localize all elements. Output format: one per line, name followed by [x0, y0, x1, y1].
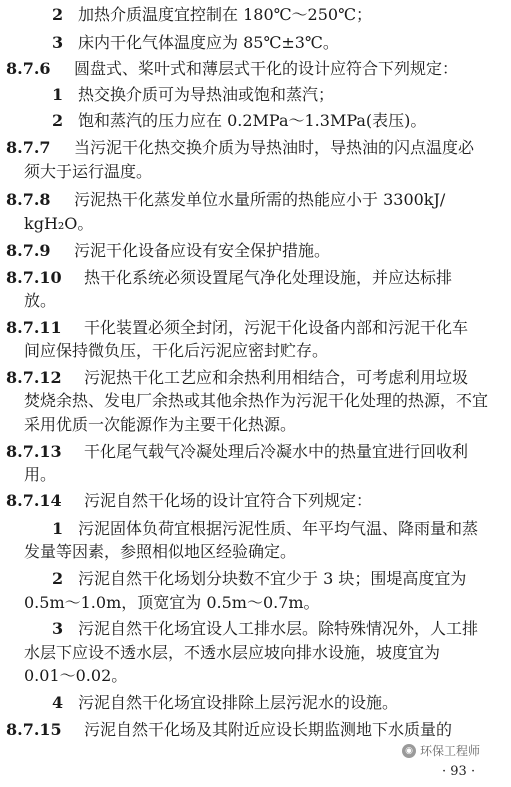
clause-text: 污泥热干化蒸发单位水量所需的热能应小于 3300kJ/	[74, 190, 446, 210]
clause-number: 8.7.14	[6, 491, 62, 511]
clause-number: 8.7.9	[6, 240, 51, 260]
clause-number: 8.7.13	[6, 441, 62, 461]
item-number: 2	[52, 111, 64, 131]
clause-text: 圆盘式、桨叶式和薄层式干化的设计应符合下列规定：	[74, 59, 459, 79]
item-text: 污泥自然干化场宜设人工排水层。除特殊情况外，人工排	[78, 619, 479, 639]
clause-text: 干化装置必须全封闭，污泥干化设备内部和污泥干化车	[84, 317, 469, 337]
item-text: 饱和蒸汽的压力应在 0.2MPa～1.3MPa(表压)。	[78, 111, 427, 131]
continuation-text: 放。	[24, 290, 57, 310]
clause-number: 8.7.8	[6, 190, 51, 210]
watermark-text: 环保工程师	[420, 744, 481, 758]
clause-text: 当污泥干化热交换介质为导热油时，导热油的闪点温度必	[74, 138, 475, 158]
wechat-icon: ◉	[402, 744, 416, 758]
clause-text: 热干化系统必须设置尾气净化处理设施，并应达标排	[84, 267, 453, 287]
clause-text: 污泥自然干化场及其附近应设长期监测地下水质量的	[84, 720, 453, 739]
continuation-text: 须大于运行温度。	[24, 161, 153, 181]
item-text: 污泥固体负荷宜根据污泥性质、年平均气温、降雨量和蒸	[78, 518, 479, 538]
continuation-text: 间应保持微负压，干化后污泥应密封贮存。	[24, 341, 329, 361]
continuation-text: 水层下应设不透水层，不透水层应坡向排水设施，坡度宜为	[24, 642, 441, 662]
clause-text: 污泥热干化工艺应和余热利用相结合，可考虑利用垃圾	[84, 368, 469, 388]
continuation-text: 0.5m～1.0m，顶宽宜为 0.5m～0.7m。	[24, 592, 320, 612]
item-number: 2	[52, 569, 64, 589]
item-number: 2	[52, 5, 64, 25]
item-text: 加热介质温度宜控制在 180℃～250℃；	[78, 5, 372, 25]
clause-number: 8.7.10	[6, 267, 62, 287]
continuation-text: kgH₂O。	[24, 213, 94, 233]
item-text: 污泥自然干化场宜设排除上层污泥水的设施。	[78, 693, 399, 713]
continuation-text: 采用优质一次能源作为主要干化热源。	[24, 414, 297, 434]
item-text: 床内干化气体温度应为 85℃±3℃。	[78, 33, 339, 53]
item-number: 1	[52, 85, 64, 105]
continuation-text: 0.01～0.02。	[24, 666, 128, 686]
item-number: 3	[52, 619, 64, 639]
item-number: 1	[52, 518, 64, 538]
item-text: 污泥自然干化场划分块数不宜少于 3 块；围堤高度宜为	[78, 569, 467, 589]
clause-text: 干化尾气载气冷凝处理后冷凝水中的热量宜进行回收利	[84, 441, 469, 461]
watermark	[402, 742, 480, 759]
clause-number: 8.7.6	[6, 59, 51, 79]
continuation-text: 发量等因素，参照相似地区经验确定。	[24, 542, 297, 562]
clause-number: 8.7.11	[6, 317, 62, 337]
continuation-text: 用。	[24, 465, 57, 485]
item-text: 热交换介质可为导热油或饱和蒸汽；	[78, 85, 335, 105]
page-number: · 93 ·	[442, 764, 476, 779]
continuation-text: 焚烧余热、发电厂余热或其他余热作为污泥干化处理的热源，不宜	[24, 391, 489, 411]
item-number: 4	[52, 693, 64, 713]
clause-number: 8.7.15	[6, 720, 62, 739]
item-number: 3	[52, 33, 64, 53]
clause-number: 8.7.7	[6, 138, 51, 158]
clause-number: 8.7.12	[6, 368, 62, 388]
clause-text: 污泥自然干化场的设计宜符合下列规定：	[84, 491, 373, 511]
clause-text: 污泥干化设备应设有安全保护措施。	[74, 240, 331, 260]
